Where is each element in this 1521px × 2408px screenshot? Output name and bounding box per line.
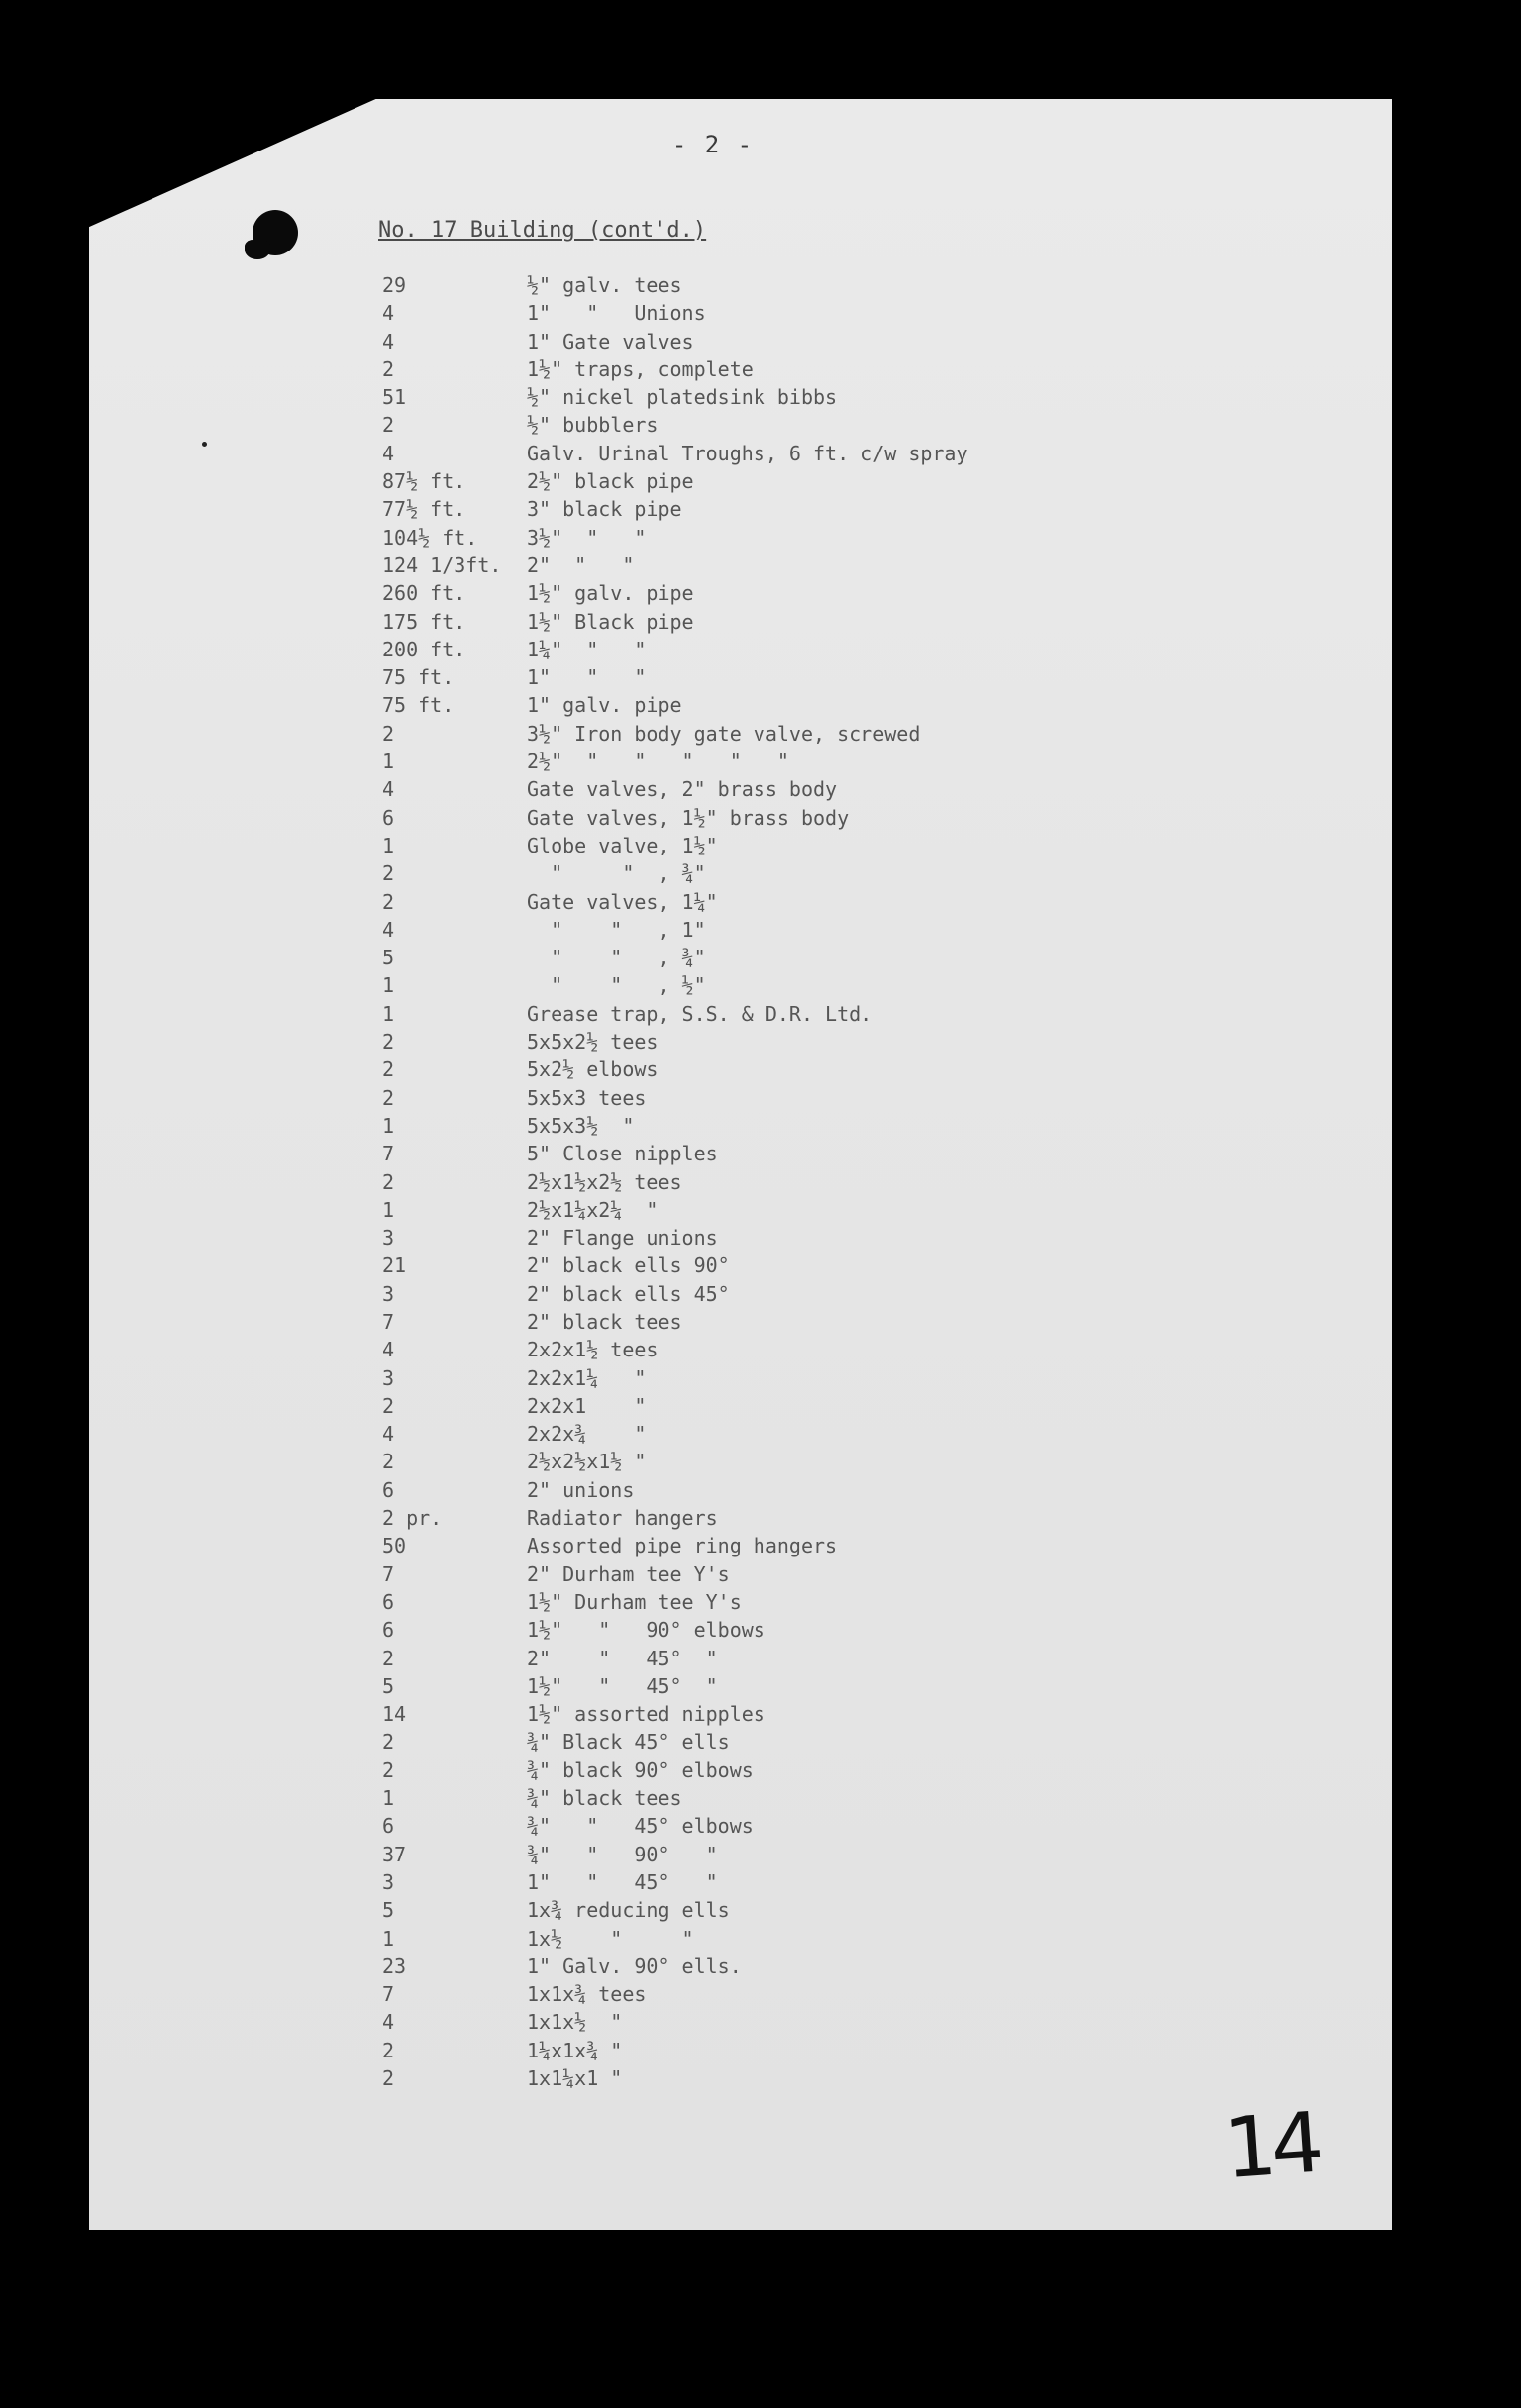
item-quantity: 6 [382, 1814, 395, 1839]
list-item [382, 355, 1273, 383]
item-description: ¾" Black 45° ells [527, 1730, 730, 1755]
list-item [382, 271, 1273, 299]
list-item [382, 1784, 1273, 1812]
item-description: 2x2x1¼ " [527, 1365, 647, 1390]
section-heading: No. 17 Building (cont'd.) [378, 218, 707, 243]
item-description: 2" black ells 90° [527, 1254, 730, 1278]
item-quantity: 4 [382, 301, 395, 326]
item-description: 2" black ells 45° [527, 1281, 730, 1306]
dust-speck [202, 442, 207, 447]
item-quantity: 3 [382, 1869, 395, 1894]
list-item [382, 1700, 1273, 1728]
item-description: ¾" black 90° elbows [527, 1757, 754, 1782]
list-item [382, 1112, 1273, 1140]
item-description: Gate valves, 1½" brass body [527, 805, 850, 830]
item-quantity: 1 [382, 1786, 395, 1811]
item-description: ½" bubblers [527, 413, 659, 438]
list-item [382, 1980, 1273, 2008]
list-item [382, 859, 1273, 887]
item-quantity: 2 [382, 721, 395, 746]
item-quantity: 50 [382, 1534, 407, 1558]
item-quantity: 1 [382, 1926, 395, 1951]
item-quantity: 5 [382, 1898, 395, 1923]
item-quantity: 200 ft. [382, 637, 466, 661]
item-description: 1½" " 90° elbows [527, 1618, 765, 1643]
item-quantity: 7 [382, 1561, 395, 1586]
list-item [382, 636, 1273, 663]
list-item [382, 663, 1273, 691]
item-quantity: 4 [382, 777, 395, 802]
item-description: 3½" " " [527, 525, 647, 550]
list-item [382, 804, 1273, 832]
item-quantity: 14 [382, 1702, 407, 1727]
list-item [382, 1560, 1273, 1588]
item-quantity: 1 [382, 1113, 395, 1138]
list-item [382, 552, 1273, 579]
item-description: 5x5x2½ tees [527, 1030, 659, 1054]
item-quantity: 37 [382, 1842, 407, 1866]
item-description: 1x1¼x1 " [527, 2066, 623, 2090]
item-quantity: 4 [382, 1422, 395, 1447]
item-description: 2½x2½x1½ " [527, 1450, 647, 1474]
item-description: ¾" " 45° elbows [527, 1814, 754, 1839]
list-item [382, 579, 1273, 607]
item-quantity: 7 [382, 1142, 395, 1166]
item-description: 1x¾ reducing ells [527, 1898, 730, 1923]
item-description: ½" nickel platedsink bibbs [527, 385, 838, 410]
item-description: 1" galv. pipe [527, 693, 682, 718]
list-item [382, 1616, 1273, 1644]
item-quantity: 5 [382, 1673, 395, 1698]
item-quantity: 4 [382, 1338, 395, 1362]
list-item [382, 944, 1273, 971]
item-description: Gate valves, 2" brass body [527, 777, 838, 802]
item-description: 1" " 45° " [527, 1869, 718, 1894]
list-item [382, 1168, 1273, 1196]
item-quantity: 2 [382, 1169, 395, 1194]
list-item [382, 411, 1273, 439]
list-item [382, 1812, 1273, 1840]
list-item [382, 1728, 1273, 1756]
item-description: ¾" " 90° " [527, 1842, 718, 1866]
item-quantity: 104½ ft. [382, 525, 478, 550]
item-quantity: 6 [382, 1477, 395, 1502]
item-quantity: 29 [382, 273, 407, 297]
item-description: 1" Galv. 90° ells. [527, 1954, 742, 1978]
item-quantity: 5 [382, 946, 395, 970]
item-description: 2½" black pipe [527, 469, 694, 494]
item-description: " " , 1" [527, 917, 706, 942]
item-description: " " , ½" [527, 973, 706, 998]
item-description: 1½" galv. pipe [527, 581, 694, 606]
item-quantity: 1 [382, 750, 395, 774]
item-description: 5x5x3 tees [527, 1085, 647, 1110]
list-item [382, 1280, 1273, 1308]
list-item [382, 1925, 1273, 1953]
item-quantity: 7 [382, 1982, 395, 2007]
list-item [382, 1532, 1273, 1559]
item-description: " " , ¾" [527, 946, 706, 970]
item-description: 2½x1½x2½ tees [527, 1169, 682, 1194]
item-description: 2" " " [527, 552, 635, 577]
list-item [382, 1476, 1273, 1504]
item-quantity: 51 [382, 385, 407, 410]
list-item [382, 1896, 1273, 1924]
list-item [382, 495, 1273, 523]
list-item [382, 1084, 1273, 1112]
item-quantity: 2 [382, 1757, 395, 1782]
item-description: 1¼" " " [527, 637, 647, 661]
item-description: 2" unions [527, 1477, 635, 1502]
item-description: 1x1x½ " [527, 2010, 623, 2035]
item-description: Grease trap, S.S. & D.R. Ltd. [527, 1001, 873, 1026]
item-quantity: 2 pr. [382, 1506, 443, 1531]
item-quantity: 7 [382, 1309, 395, 1334]
list-item [382, 832, 1273, 859]
item-quantity: 4 [382, 2010, 395, 2035]
list-item [382, 440, 1273, 467]
item-description: 3½" Iron body gate valve, screwed [527, 721, 921, 746]
list-item [382, 1364, 1273, 1392]
item-description: Radiator hangers [527, 1506, 718, 1531]
item-quantity: 3 [382, 1226, 395, 1251]
item-description: ½" galv. tees [527, 273, 682, 297]
list-item [382, 1756, 1273, 1784]
item-description: Gate valves, 1¼" [527, 889, 718, 914]
item-description: 5x2½ elbows [527, 1057, 659, 1082]
item-quantity: 2 [382, 1646, 395, 1670]
list-item [382, 971, 1273, 999]
item-quantity: 2 [382, 413, 395, 438]
handwritten-folio-number: 14 [1220, 2093, 1322, 2198]
page-number: - 2 - [671, 131, 755, 158]
item-description: 1½" Durham tee Y's [527, 1589, 742, 1614]
list-item [382, 916, 1273, 944]
list-item [382, 1224, 1273, 1252]
list-item [382, 524, 1273, 552]
item-description: Assorted pipe ring hangers [527, 1534, 838, 1558]
item-description: 1x1x¾ tees [527, 1982, 647, 2007]
punch-hole-icon [253, 210, 298, 255]
list-item [382, 1028, 1273, 1055]
materials-list [382, 271, 1273, 2092]
list-item [382, 1841, 1273, 1868]
item-quantity: 1 [382, 1001, 395, 1026]
list-item [382, 1953, 1273, 1980]
item-description: Galv. Urinal Troughs, 6 ft. c/w spray [527, 441, 968, 465]
item-description: 1" " Unions [527, 301, 706, 326]
item-description: 2x2x¾ " [527, 1422, 647, 1447]
item-quantity: 2 [382, 1730, 395, 1755]
item-description: 1½" traps, complete [527, 356, 754, 381]
item-quantity: 87½ ft. [382, 469, 466, 494]
list-item [382, 1504, 1273, 1532]
item-description: " " , ¾" [527, 861, 706, 886]
list-item [382, 2064, 1273, 2092]
item-description: 2½x1¼x2¼ " [527, 1197, 659, 1222]
list-item [382, 1420, 1273, 1448]
item-description: 2" Flange unions [527, 1226, 718, 1251]
item-quantity: 2 [382, 861, 395, 886]
item-description: 1x½ " " [527, 1926, 694, 1951]
item-description: 1½" assorted nipples [527, 1702, 765, 1727]
list-item [382, 775, 1273, 803]
item-quantity: 2 [382, 1057, 395, 1082]
item-quantity: 6 [382, 1618, 395, 1643]
item-quantity: 75 ft. [382, 665, 455, 690]
item-description: 5" Close nipples [527, 1142, 718, 1166]
item-quantity: 2 [382, 1450, 395, 1474]
list-item [382, 467, 1273, 495]
list-item [382, 1140, 1273, 1167]
list-item [382, 748, 1273, 775]
list-item [382, 888, 1273, 916]
item-description: 1½" " 45° " [527, 1673, 718, 1698]
list-item [382, 1672, 1273, 1700]
list-item [382, 691, 1273, 719]
item-description: 3" black pipe [527, 497, 682, 522]
item-description: ¾" black tees [527, 1786, 682, 1811]
list-item [382, 1392, 1273, 1420]
item-quantity: 260 ft. [382, 581, 466, 606]
list-item [382, 1308, 1273, 1336]
item-description: 2" Durham tee Y's [527, 1561, 730, 1586]
item-quantity: 2 [382, 1030, 395, 1054]
item-quantity: 124 1/3ft. [382, 552, 502, 577]
item-quantity: 3 [382, 1365, 395, 1390]
list-item [382, 1000, 1273, 1028]
item-quantity: 1 [382, 1197, 395, 1222]
item-description: 1½" Black pipe [527, 609, 694, 634]
item-quantity: 2 [382, 356, 395, 381]
item-quantity: 2 [382, 1393, 395, 1418]
list-item [382, 1645, 1273, 1672]
item-description: 2" black tees [527, 1309, 682, 1334]
item-description: 2½" " " " " " [527, 750, 789, 774]
item-quantity: 4 [382, 329, 395, 353]
list-item [382, 1588, 1273, 1616]
item-quantity: 1 [382, 833, 395, 857]
list-item [382, 2008, 1273, 2036]
item-quantity: 2 [382, 2038, 395, 2062]
item-description: 2x2x1 " [527, 1393, 647, 1418]
item-description: Globe valve, 1½" [527, 833, 718, 857]
item-quantity: 2 [382, 1085, 395, 1110]
item-quantity: 175 ft. [382, 609, 466, 634]
list-item [382, 299, 1273, 327]
item-quantity: 23 [382, 1954, 407, 1978]
item-description: 2x2x1½ tees [527, 1338, 659, 1362]
item-description: 5x5x3½ " [527, 1113, 635, 1138]
list-item [382, 1055, 1273, 1083]
list-item [382, 328, 1273, 355]
item-quantity: 75 ft. [382, 693, 455, 718]
item-quantity: 4 [382, 441, 395, 465]
item-description: 1" " " [527, 665, 647, 690]
item-quantity: 2 [382, 2066, 395, 2090]
item-description: 1¼x1x¾ " [527, 2038, 623, 2062]
list-item [382, 1868, 1273, 1896]
item-quantity: 21 [382, 1254, 407, 1278]
item-quantity: 77½ ft. [382, 497, 466, 522]
list-item [382, 383, 1273, 411]
list-item [382, 608, 1273, 636]
list-item [382, 1336, 1273, 1363]
list-item [382, 1252, 1273, 1279]
list-item [382, 720, 1273, 748]
item-description: 1" Gate valves [527, 329, 694, 353]
item-quantity: 2 [382, 889, 395, 914]
list-item [382, 2037, 1273, 2064]
item-quantity: 6 [382, 805, 395, 830]
item-description: 2" " 45° " [527, 1646, 718, 1670]
list-item [382, 1196, 1273, 1224]
item-quantity: 1 [382, 973, 395, 998]
item-quantity: 6 [382, 1589, 395, 1614]
item-quantity: 4 [382, 917, 395, 942]
item-quantity: 3 [382, 1281, 395, 1306]
list-item [382, 1448, 1273, 1475]
